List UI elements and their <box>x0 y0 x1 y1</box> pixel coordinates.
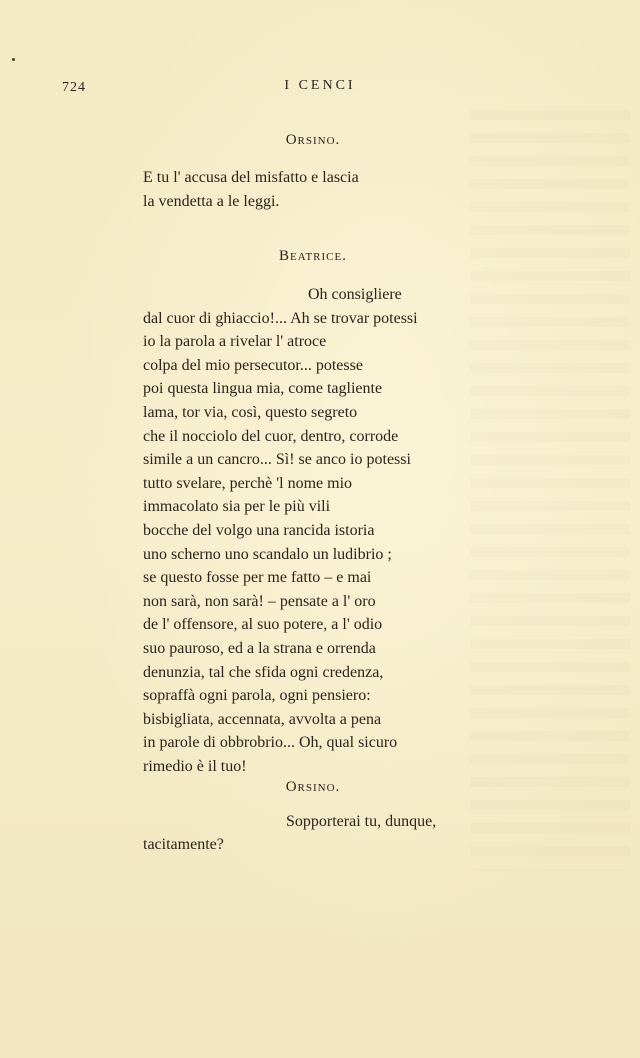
verse-line: immacolato sia per le più vili <box>143 498 331 516</box>
verse-line: bocche del volgo una rancida istoria <box>143 521 375 539</box>
page-number: 724 <box>62 80 86 95</box>
verse-line: de l' offensore, al suo potere, a l' odio <box>143 616 383 634</box>
verse-line: denunzia, tal che sfida ogni credenza, <box>143 663 384 681</box>
verse-line: uno scherno uno scandalo un ludibrio ; <box>143 545 392 563</box>
verse-line: poi questa lingua mia, come tagliente <box>143 380 383 398</box>
verse-line: tacitamente? <box>143 836 224 853</box>
verse-line: rimedio è il tuo! <box>143 757 247 775</box>
verse-line: lama, tor via, così, questo segreto <box>143 403 358 421</box>
speaker-heading: Beatrice. <box>279 248 347 264</box>
verse-line: che il nocciolo del cuor, dentro, corrode <box>143 427 399 445</box>
verse-line: Sopporterai tu, dunque, <box>286 813 437 830</box>
verse-line: simile a un cancro... Sì! se anco io potessi <box>143 451 411 469</box>
paper-speck <box>12 58 15 61</box>
verse-line: colpa del mio persecutor... potesse <box>143 356 363 374</box>
verse-line: la vendetta a le leggi. <box>143 192 280 210</box>
verse-line: sopraffà ogni parola, ogni pensiero: <box>143 687 371 705</box>
verse-line: io la parola a rivelar l' atroce <box>143 333 327 351</box>
speaker-heading: Orsino. <box>285 132 341 148</box>
verse-line: suo pauroso, ed a la strana e orrenda <box>143 639 376 657</box>
running-title: I CENCI <box>284 78 356 93</box>
verse-line: se questo fosse per me fatto – e mai <box>143 569 372 587</box>
verse-line: E tu l' accusa del misfatto e lascia <box>143 169 359 186</box>
speech-beatrice <box>143 283 483 778</box>
verse-line: non sarà, non sarà! – pensate a l' oro <box>143 592 376 610</box>
speaker-heading: Orsino. <box>285 779 341 795</box>
show-through-texture <box>470 110 630 870</box>
verse-line: in parole di obbrobrio... Oh, qual sicuro <box>143 734 398 752</box>
verse-line: dal cuor di ghiaccio!... Ah se trovar potessi <box>143 309 418 327</box>
speech-orsino-1 <box>143 166 483 213</box>
verse-line: bisbigliata, accennata, avvolta a pena <box>143 710 382 728</box>
verse-line: Oh consigliere <box>308 286 402 303</box>
verse-line: tutto svelare, perchè 'l nome mio <box>143 474 353 492</box>
